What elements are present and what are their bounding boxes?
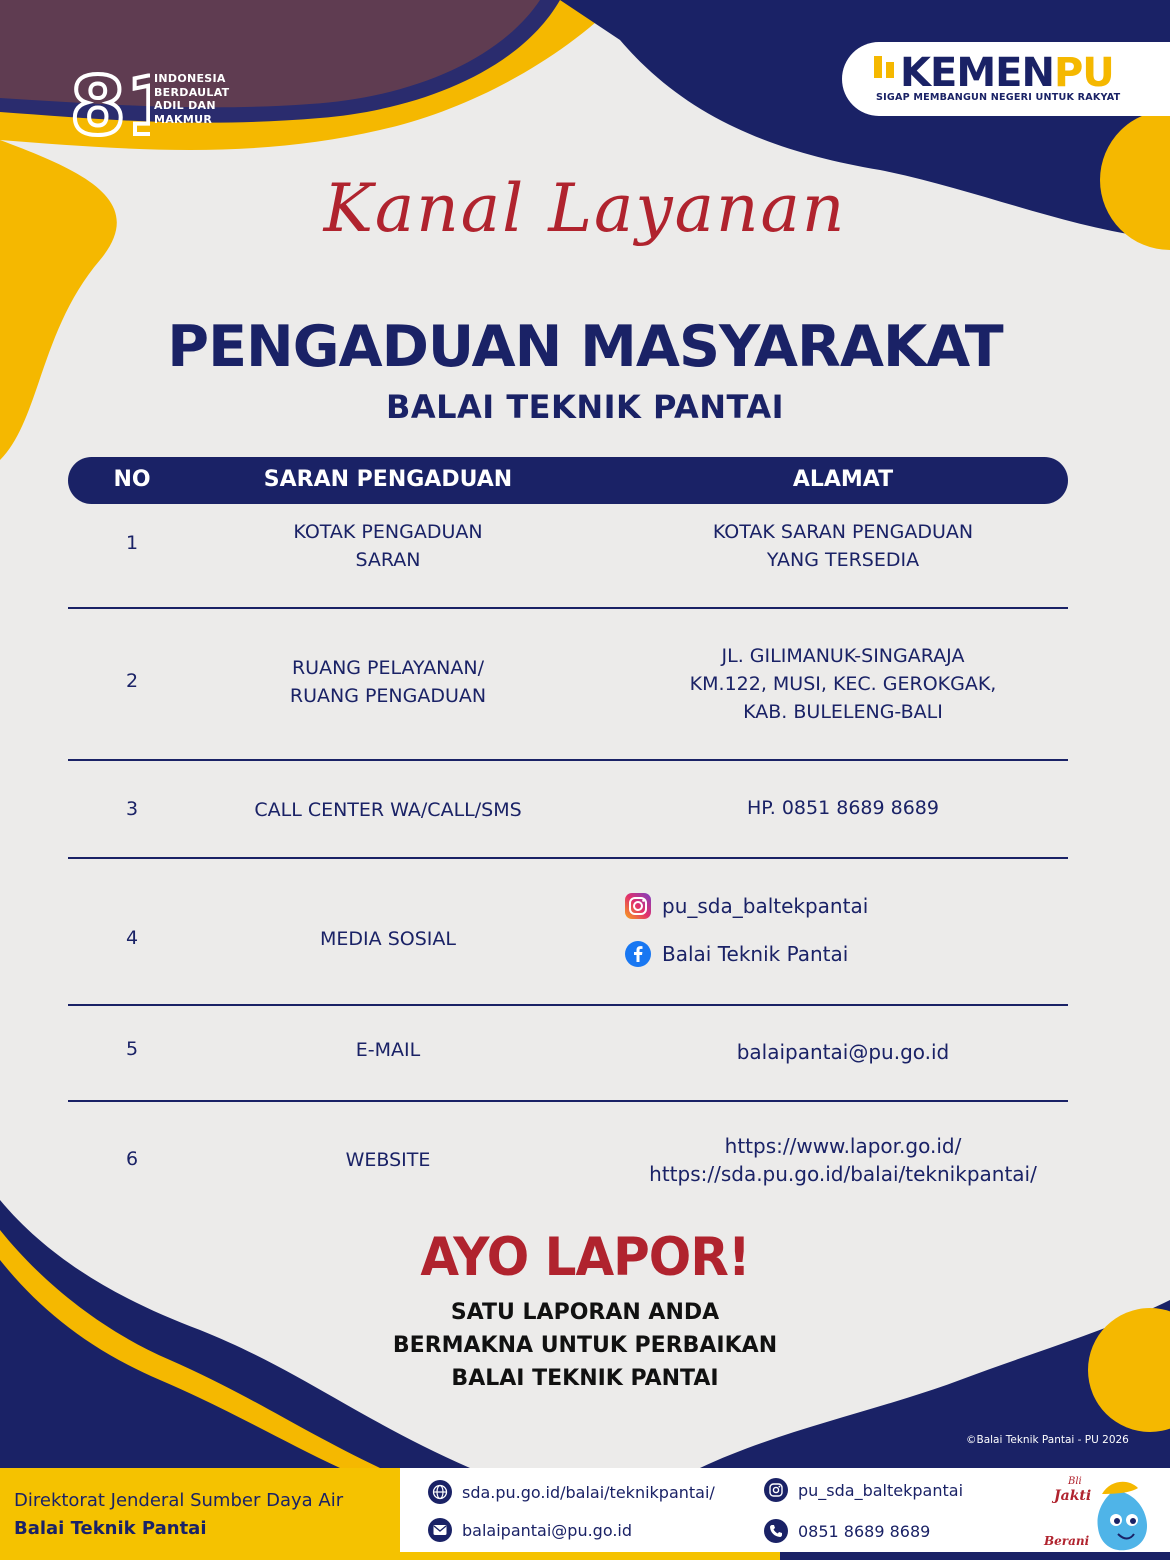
kemenpu-mark-icon <box>874 56 896 86</box>
row-alamat: KOTAK SARAN PENGADUAN YANG TERSEDIA <box>712 521 974 571</box>
col-alamat: ALAMAT <box>792 467 894 492</box>
row-number: 1 <box>125 532 139 554</box>
globe-icon <box>428 1480 452 1504</box>
row-saran: MEDIA SOSIAL <box>320 928 456 950</box>
footer-org <box>0 1468 400 1560</box>
mascot-name-3: Berani <box>1044 1534 1090 1548</box>
cta-headline: AYO LAPOR! <box>420 1226 750 1288</box>
footer-instagram: pu_sda_baltekpantai <box>798 1480 964 1500</box>
row-divider <box>68 607 1068 609</box>
mail-icon <box>428 1518 452 1542</box>
copyright: ©Balai Teknik Pantai - PU 2026 <box>966 1434 1129 1446</box>
page-title: PENGADUAN MASYARAKAT <box>167 314 1003 380</box>
row-number: 3 <box>125 798 139 820</box>
mascot-name-1: Bli <box>1068 1476 1082 1487</box>
brand-tagline: SIGAP MEMBANGUN NEGERI UNTUK RAKYAT <box>876 92 1121 103</box>
anniversary-logo <box>70 58 230 150</box>
facebook-icon <box>624 940 652 968</box>
cta-message: SATU LAPORAN ANDA BERMAKNA UNTUK PERBAIKAN BALAI TEKNIK PANTAI <box>392 1300 778 1391</box>
facebook-link[interactable] <box>624 940 848 968</box>
row-saran: WEBSITE <box>345 1149 431 1171</box>
table-header <box>68 457 1068 504</box>
footer-website: sda.pu.go.id/balai/teknikpantai/ <box>462 1482 715 1502</box>
kemenpu-logo <box>842 42 1170 116</box>
row-saran: KOTAK PENGADUAN SARAN <box>293 521 483 571</box>
anniversary-tagline: INDONESIA BERDAULAT ADIL DAN MAKMUR <box>154 72 230 126</box>
row-number: 5 <box>125 1038 139 1060</box>
facebook-page: Balai Teknik Pantai <box>662 942 849 966</box>
row-divider <box>68 759 1068 761</box>
footer-phone-link[interactable] <box>764 1519 930 1543</box>
footer-org-line1: Direktorat Jenderal Sumber Daya Air <box>14 1490 344 1511</box>
footer-website-link[interactable] <box>428 1480 715 1504</box>
footer-org-line2: Balai Teknik Pantai <box>14 1518 207 1539</box>
row-divider <box>68 857 1068 859</box>
col-saran: SARAN PENGADUAN <box>263 467 513 492</box>
row-divider <box>68 1100 1068 1102</box>
footer-accent-yellow <box>400 1552 780 1560</box>
row-divider <box>68 1004 1068 1006</box>
row-saran: RUANG PELAYANAN/ RUANG PENGADUAN <box>289 657 487 707</box>
row-saran: CALL CENTER WA/CALL/SMS <box>254 799 522 821</box>
row-alamat: https://www.lapor.go.id/ https://sda.pu.go.id/balai/teknikpantai/ <box>649 1134 1037 1186</box>
script-title: Kanal Layanan <box>323 170 847 247</box>
page-subtitle: BALAI TEKNIK PANTAI <box>385 388 785 426</box>
mascot-name-2: Jakti <box>1054 1488 1092 1504</box>
brand-name-1: KEMEN <box>900 50 1054 96</box>
mascot-logo <box>1040 1472 1160 1558</box>
footer-email-link[interactable] <box>428 1518 632 1542</box>
row-number: 4 <box>125 927 139 949</box>
footer-phone: 0851 8689 8689 <box>798 1521 931 1541</box>
row-alamat: HP. 0851 8689 8689 <box>746 797 939 819</box>
row-number: 6 <box>125 1148 139 1170</box>
row-alamat: balaipantai@pu.go.id <box>736 1040 950 1064</box>
footer-email: balaipantai@pu.go.id <box>462 1520 633 1540</box>
col-no: NO <box>113 467 151 492</box>
instagram-link[interactable] <box>624 892 868 920</box>
row-number: 2 <box>125 670 139 692</box>
phone-icon <box>764 1519 788 1543</box>
instagram-icon <box>624 892 652 920</box>
row-saran: E-MAIL <box>355 1039 421 1061</box>
instagram-icon <box>764 1478 788 1502</box>
footer-instagram-link[interactable] <box>764 1478 963 1502</box>
svg-text:81: 8 <box>70 60 126 150</box>
eighty-one-icon <box>70 58 150 150</box>
footer-accent-navy <box>780 1552 1170 1560</box>
brand-name-2: PU <box>1053 50 1114 96</box>
row-alamat: JL. GILIMANUK-SINGARAJA KM.122, MUSI, KEC. GEROKGAK, KAB. BULELENG-BALI <box>689 645 997 723</box>
instagram-handle: pu_sda_baltekpantai <box>662 894 869 918</box>
footer-contacts <box>400 1468 1170 1560</box>
